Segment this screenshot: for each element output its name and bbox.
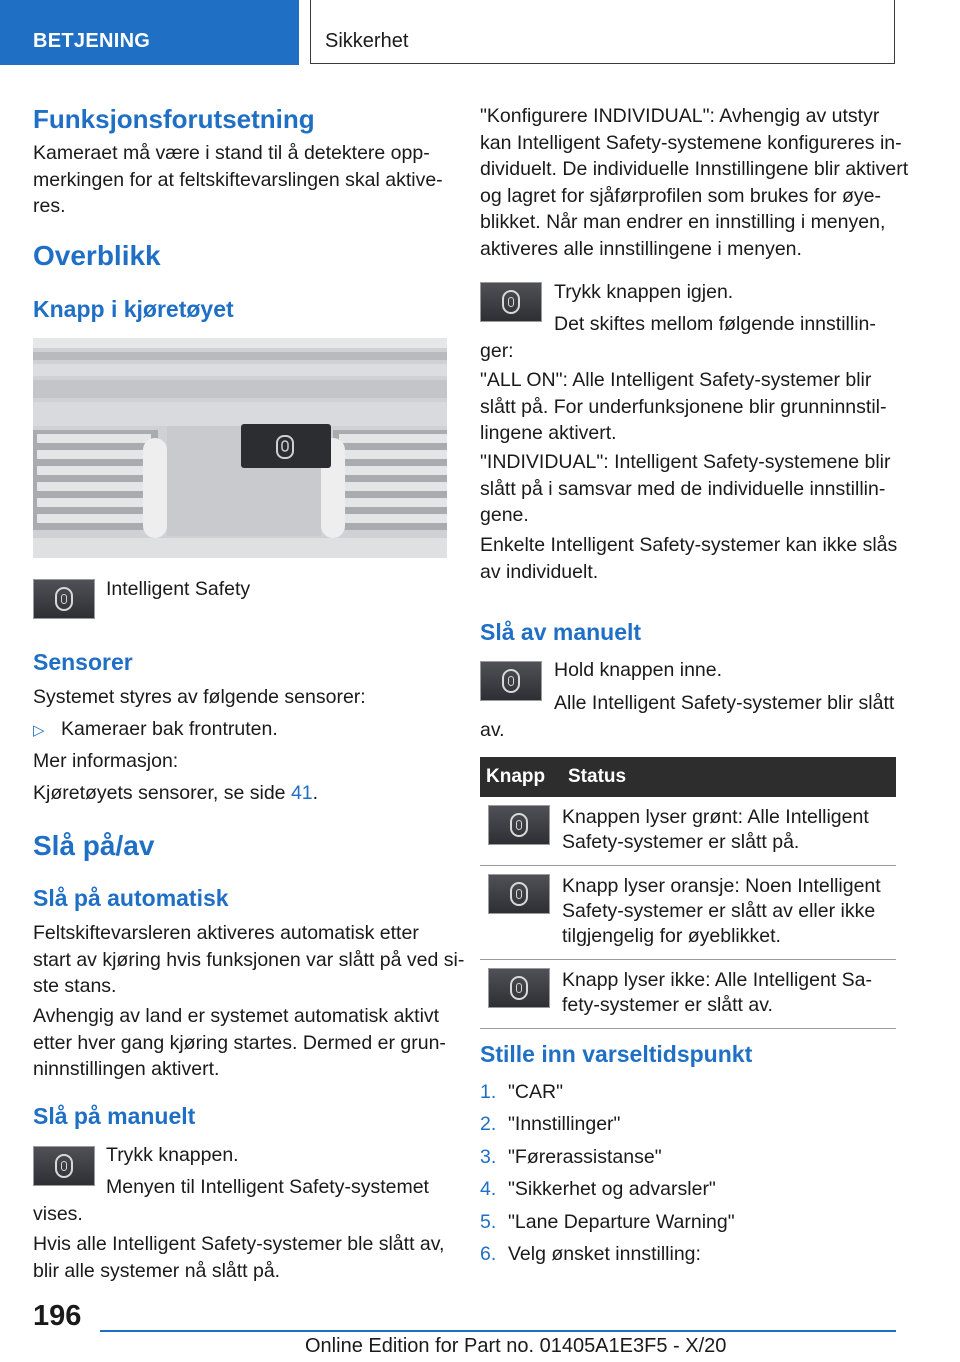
- bullet-item-kamera: ▷ Kameraer bak frontruten.: [33, 716, 278, 745]
- heading-stille-inn-varseltidspunkt: Stille inn varseltidspunkt: [480, 1041, 753, 1067]
- header-section-tab: [0, 0, 299, 65]
- paragraph-enkelte: Enkelte Intelligent Safety-systemer kan ikke slås av individuelt.: [480, 534, 898, 583]
- paragraph-funksjon: Kameraet må være i stand til å detektere opp- merkingen for at feltskiftevarslingen skal aktive- res.: [33, 142, 443, 217]
- heading-sensorer: Sensorer: [33, 649, 133, 675]
- page-link-41[interactable]: 41: [290, 782, 313, 804]
- list-item: 6. Velg ønsket innstilling:: [480, 1243, 701, 1266]
- table-header-knapp: Knapp: [480, 757, 562, 797]
- paragraph-sensorer: Systemet styres av følgende sensorer:: [33, 686, 366, 708]
- paragraph-avhengig: Avhengig av land er systemet automatisk aktivt etter hver gang kjøring startes. Dermed er grun- ninnstillingen aktivert.: [33, 1005, 446, 1080]
- header-chapter-label: Sikkerhet: [325, 30, 409, 52]
- button-green-image: [488, 805, 550, 845]
- heading-slaa-paa-manuelt: Slå på manuelt: [33, 1103, 196, 1129]
- paragraph-konfigurere: "Konfigurere INDIVIDUAL": Avhengig av utstyr kan Intelligent Safety-systemene konfigureres in- dividuelt. De individuelle Innstillingene blir aktivert og lagret for sjåførprofilen som brukes for øye- blikket. Når man endrer en innstilling i menyen, aktiveres alle innstillingene i menyen.: [480, 105, 909, 260]
- intelligent-safety-button-image: [33, 579, 95, 619]
- table-cell-status: Knapp lyser ikke: Alle Intelligent Sa- fety-systemer er slått av.: [562, 960, 896, 1029]
- table-row: [480, 797, 896, 866]
- list-item: 1. "CAR": [480, 1081, 564, 1103]
- paragraph-trykk-igjen: Trykk knappen igjen.: [554, 281, 734, 303]
- paragraph-skiftes: Det skiftes mellom følgende innstillin- ger:: [480, 313, 876, 362]
- triangle-right-icon: ▷: [33, 722, 45, 739]
- paragraph-kjoretoy-sensorer: Kjøretøyets sensorer, se side 41.: [33, 782, 319, 804]
- heading-funksjonsforutsetning: Funksjonsforutsetning: [33, 104, 315, 134]
- table-header-status: Status: [562, 757, 896, 797]
- table-cell-status: Knappen lyser grønt: Alle Intelligent Safety-systemer er slått på.: [562, 797, 896, 866]
- footer-divider: [100, 1330, 896, 1332]
- paragraph-automatisk: Feltskiftevarsleren aktiveres automatisk etter start av kjøring hvis funksjonen var slått på ved si- ste stans.: [33, 922, 465, 997]
- intelligent-safety-icon: [510, 882, 528, 906]
- heading-slaa-paa-automatisk: Slå på automatisk: [33, 885, 229, 911]
- footer-edition: Online Edition for Part no. 01405A1E3F5 - X/20: [305, 1335, 727, 1357]
- heading-slaa-paa-av: Slå på/av: [33, 830, 155, 861]
- paragraph-hold-knappen: Hold knappen inne.: [554, 659, 723, 681]
- caption-intelligent-safety: Intelligent Safety: [106, 578, 251, 600]
- table-row: [480, 960, 896, 1029]
- paragraph-alle-av: Alle Intelligent Safety-systemer blir slått av.: [480, 692, 895, 741]
- dashboard-photo: [33, 338, 447, 558]
- intelligent-safety-icon: [510, 813, 528, 837]
- paragraph-merinfo: Mer informasjon:: [33, 750, 179, 772]
- status-table: [480, 757, 896, 1029]
- heading-slaa-av-manuelt: Slå av manuelt: [480, 619, 642, 645]
- list-item: 3. "Førerassistanse": [480, 1145, 662, 1168]
- paragraph-hvis-alle: Hvis alle Intelligent Safety-systemer ble slått av, blir alle systemer nå slått på.: [33, 1233, 445, 1282]
- list-item: 5. "Lane Departure Warning": [480, 1210, 735, 1233]
- list-item: 4. "Sikkerhet og advarsler": [480, 1178, 716, 1201]
- intelligent-safety-icon: [55, 587, 73, 611]
- heading-knapp-i-kjoretoyet: Knapp i kjøretøyet: [33, 296, 234, 322]
- button-off-image: [488, 968, 550, 1008]
- steps-list: [480, 1076, 735, 1270]
- button-orange-image: [488, 874, 550, 914]
- header-section-label: BETJENING: [33, 30, 151, 52]
- heading-overblikk: Overblikk: [33, 240, 161, 271]
- page-number: 196: [33, 1300, 82, 1332]
- header-chapter-tab: [310, 0, 895, 64]
- paragraph-all-on: "ALL ON": Alle Intelligent Safety-systemer blir slått på. For underfunksjonene blir grunninnstil- lingene aktivert.: [480, 369, 887, 444]
- table-header-row: [480, 757, 896, 797]
- paragraph-trykk-knappen: Trykk knappen.: [106, 1144, 239, 1166]
- intelligent-safety-icon: [510, 976, 528, 1000]
- dashboard-illustration: [33, 338, 447, 558]
- list-item: 2. "Innstillinger": [480, 1113, 621, 1136]
- paragraph-menyen: Menyen til Intelligent Safety-systemet vises.: [33, 1176, 429, 1225]
- paragraph-individual: "INDIVIDUAL": Intelligent Safety-systemene blir slått på i samsvar med de individuelle innstillin- gene.: [480, 451, 891, 526]
- table-cell-status: Knapp lyser oransje: Noen Intelligent Safety-systemer er slått av eller ikke tilgjengelig for øyeblikket.: [562, 866, 896, 960]
- table-row: [480, 866, 896, 960]
